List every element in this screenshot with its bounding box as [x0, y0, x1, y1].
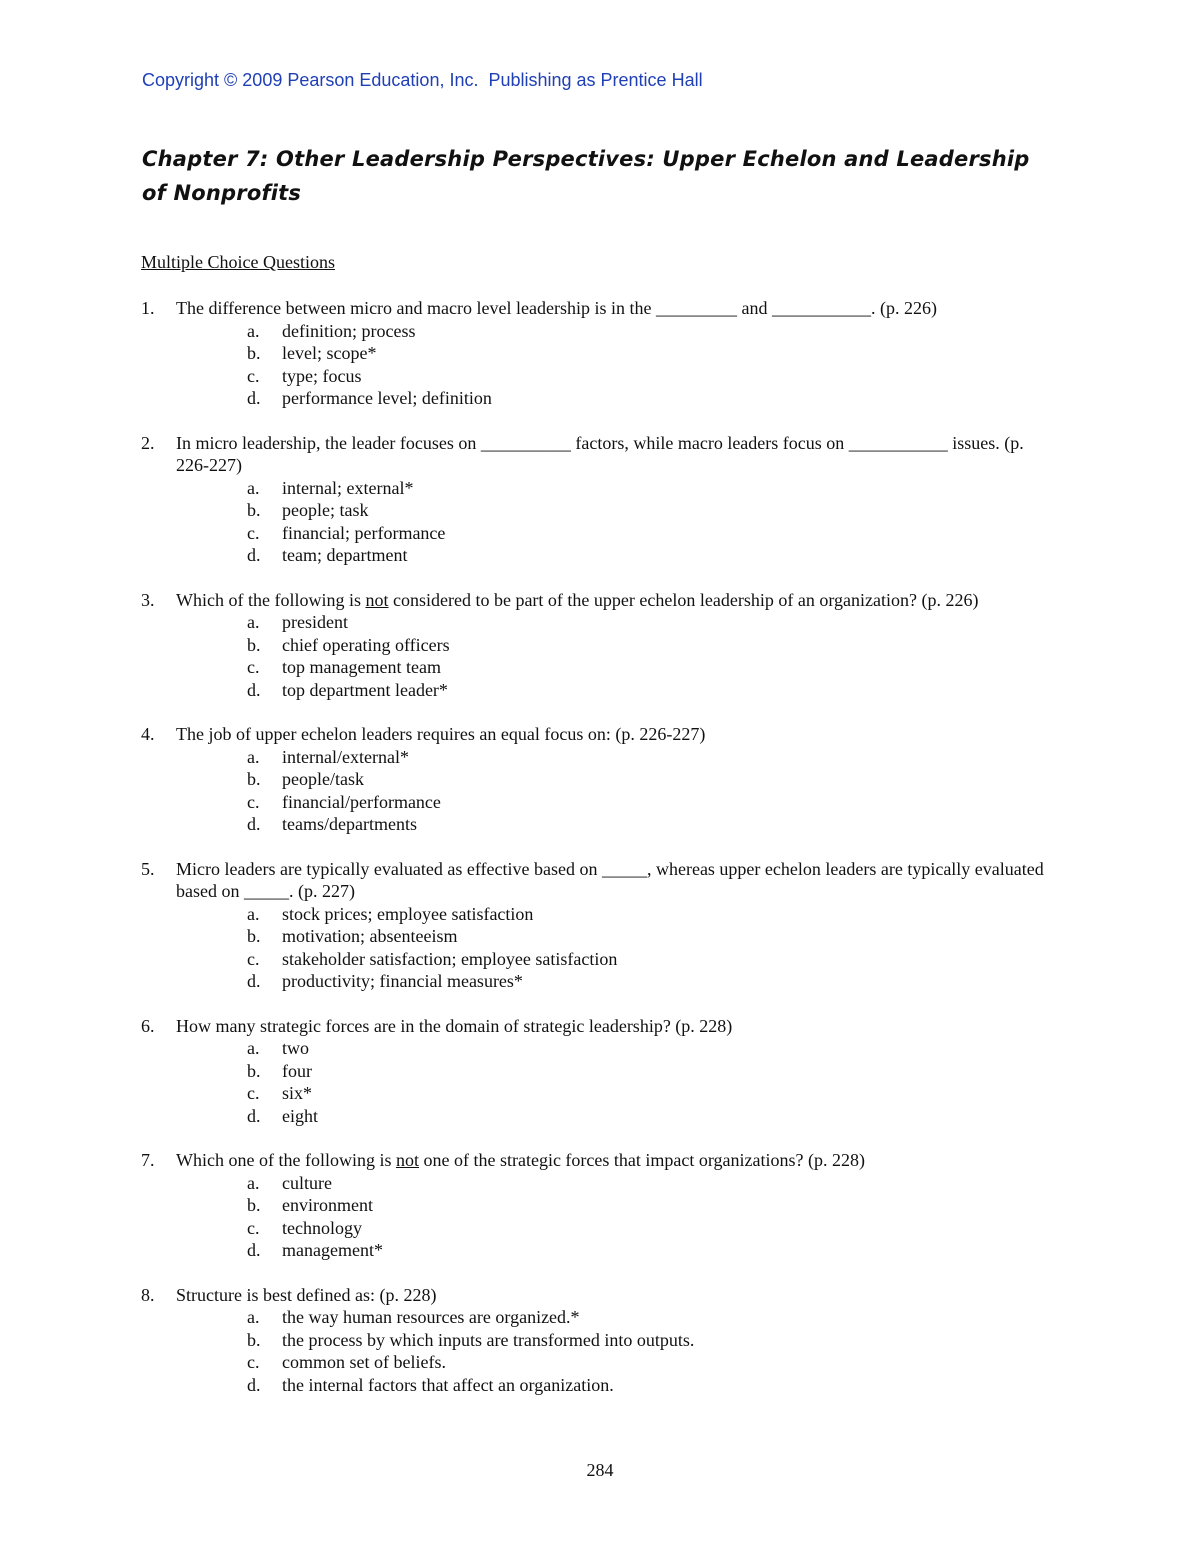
question-text: The difference between micro and macro level leadership is in the _________ and ___________. (p. 226)	[176, 298, 937, 318]
question-number: 1.	[141, 298, 155, 318]
option-label: a.	[247, 1038, 260, 1058]
option-label: b.	[247, 1195, 261, 1215]
question-number: 2.	[141, 432, 155, 453]
option-text: people/task	[282, 769, 364, 789]
option-label: b.	[247, 634, 261, 655]
option-label: a.	[247, 1307, 260, 1327]
question-stem	[141, 1149, 1061, 1172]
answer-option	[141, 768, 1061, 791]
answer-option	[141, 1217, 1061, 1240]
option-label: b.	[247, 1060, 261, 1081]
answer-option	[141, 1306, 1061, 1329]
question-text: Structure is best defined as: (p. 228)	[176, 1284, 437, 1305]
emphasis-not: not	[395, 1150, 419, 1170]
option-text: technology	[282, 1217, 362, 1238]
question-number: 7.	[141, 1150, 155, 1170]
answer-option	[141, 791, 1061, 814]
question-text	[176, 1149, 1061, 1172]
option-label: d.	[247, 971, 261, 991]
answer-option	[141, 1351, 1061, 1374]
option-label: b.	[247, 926, 261, 946]
option-text: definition; process	[282, 320, 416, 341]
question-stem	[141, 432, 1061, 477]
option-label: c.	[247, 657, 260, 677]
answer-option	[141, 1037, 1061, 1060]
question-stem	[141, 858, 1061, 903]
option-text: financial/performance	[282, 791, 441, 812]
question-number: 5.	[141, 858, 155, 879]
option-label: c.	[247, 791, 260, 812]
question-number: 3.	[141, 589, 155, 610]
answer-option	[141, 1194, 1061, 1217]
option-label: a.	[247, 477, 260, 498]
answer-option	[141, 477, 1061, 500]
option-label: c.	[247, 1217, 260, 1238]
question-8	[141, 1284, 1061, 1397]
emphasis-not: not	[365, 589, 389, 610]
question-5	[141, 858, 1061, 993]
option-label: b.	[247, 769, 261, 789]
option-text: stock prices; employee satisfaction	[282, 903, 534, 924]
option-label: a.	[247, 320, 260, 341]
option-label: b.	[247, 1329, 261, 1350]
option-text: team; department	[282, 545, 408, 565]
answer-option	[141, 544, 1061, 567]
answer-option	[141, 925, 1061, 948]
option-label: d.	[247, 679, 261, 700]
question-text	[176, 589, 1061, 612]
option-label: c.	[247, 1352, 260, 1372]
option-text: internal; external*	[282, 477, 414, 498]
option-text: the process by which inputs are transformed into outputs.	[282, 1329, 695, 1350]
option-label: a.	[247, 612, 260, 632]
question-6	[141, 1015, 1061, 1128]
answer-option	[141, 948, 1061, 971]
option-label: d.	[247, 1240, 261, 1260]
option-label: d.	[247, 814, 261, 834]
option-text: four	[282, 1060, 312, 1081]
answer-option	[141, 746, 1061, 769]
question-3	[141, 589, 1061, 702]
option-text: management*	[282, 1240, 383, 1260]
section-heading: Multiple Choice Questions	[141, 252, 335, 272]
answer-option	[141, 1374, 1061, 1397]
question-number: 4.	[141, 724, 155, 744]
answer-option	[141, 813, 1061, 836]
option-label: c.	[247, 522, 260, 543]
chapter-title: Chapter 7: Other Leadership Perspectives: Upper Echelon and Leadership of Nonprofits	[142, 147, 1030, 205]
option-label: c.	[247, 1083, 260, 1103]
question-text: Micro leaders are typically evaluated as effective based on _____, whereas upper echelon leaders are typically evaluated based on _____. (p. 227)	[176, 858, 1044, 901]
option-text: financial; performance	[282, 522, 446, 543]
option-label: d.	[247, 1105, 261, 1126]
option-text: people; task	[282, 500, 369, 520]
answer-option	[141, 320, 1061, 343]
page-number: 284	[586, 1460, 614, 1480]
question-2	[141, 432, 1061, 567]
answer-option	[141, 1060, 1061, 1083]
answer-option	[141, 1082, 1061, 1105]
option-text: level; scope*	[282, 343, 377, 363]
question-stem	[141, 1284, 1061, 1307]
answer-option	[141, 499, 1061, 522]
question-stem	[141, 1015, 1061, 1038]
option-label: d.	[247, 1374, 261, 1395]
stem-part: one of the strategic forces that impact organizations? (p. 228)	[418, 1150, 865, 1170]
answer-option	[141, 1239, 1061, 1262]
question-4	[141, 723, 1061, 836]
question-stem	[141, 297, 1061, 320]
answer-option	[141, 1105, 1061, 1128]
question-text: In micro leadership, the leader focuses on __________ factors, while macro leaders focus on ___________ issues. (p. 226-227)	[176, 432, 1024, 475]
option-label: d.	[247, 388, 261, 408]
option-text: stakeholder satisfaction; employee satisfaction	[282, 948, 618, 969]
answer-option	[141, 634, 1061, 657]
option-text: internal/external*	[282, 746, 409, 767]
option-text: type; focus	[282, 365, 362, 386]
option-label: c.	[247, 948, 260, 969]
question-stem	[141, 589, 1061, 612]
answer-option	[141, 611, 1061, 634]
option-label: a.	[247, 903, 260, 924]
option-text: eight	[282, 1105, 318, 1126]
question-1	[141, 297, 1061, 410]
answer-option	[141, 970, 1061, 993]
question-number: 8.	[141, 1284, 155, 1305]
answer-option	[141, 342, 1061, 365]
option-text: top department leader*	[282, 679, 448, 700]
answer-option	[141, 903, 1061, 926]
option-text: the internal factors that affect an organization.	[282, 1374, 614, 1395]
option-text: chief operating officers	[282, 634, 450, 655]
copyright-notice: Copyright © 2009 Pearson Education, Inc. Publishing as Prentice Hall	[142, 70, 703, 90]
answer-option	[141, 387, 1061, 410]
option-label: d.	[247, 545, 261, 565]
option-text: teams/departments	[282, 814, 417, 834]
option-text: six*	[282, 1083, 313, 1103]
question-text: The job of upper echelon leaders requires an equal focus on: (p. 226-227)	[176, 724, 706, 744]
option-text: performance level; definition	[282, 388, 492, 408]
question-stem	[141, 723, 1061, 746]
option-text: productivity; financial measures*	[282, 971, 523, 991]
question-list	[141, 297, 1061, 1418]
question-number: 6.	[141, 1015, 155, 1036]
option-text: environment	[282, 1195, 373, 1215]
option-label: b.	[247, 343, 261, 363]
option-text: two	[282, 1038, 309, 1058]
answer-option	[141, 656, 1061, 679]
option-label: a.	[247, 1172, 260, 1193]
option-label: a.	[247, 746, 260, 767]
answer-option	[141, 522, 1061, 545]
option-label: c.	[247, 365, 260, 386]
stem-part: Which of the following is	[176, 589, 366, 610]
option-text: the way human resources are organized.*	[282, 1307, 580, 1327]
stem-part: Which one of the following is	[176, 1150, 396, 1170]
answer-option	[141, 365, 1061, 388]
question-7	[141, 1149, 1061, 1262]
question-text: How many strategic forces are in the domain of strategic leadership? (p. 228)	[176, 1015, 733, 1036]
stem-part: considered to be part of the upper echelon leadership of an organization? (p. 226)	[388, 589, 979, 610]
option-text: motivation; absenteeism	[282, 926, 458, 946]
option-text: top management team	[282, 657, 441, 677]
option-label: b.	[247, 500, 261, 520]
answer-option	[141, 1329, 1061, 1352]
answer-option	[141, 679, 1061, 702]
answer-option	[141, 1172, 1061, 1195]
option-text: culture	[282, 1172, 332, 1193]
option-text: common set of beliefs.	[282, 1352, 446, 1372]
option-text: president	[282, 612, 348, 632]
